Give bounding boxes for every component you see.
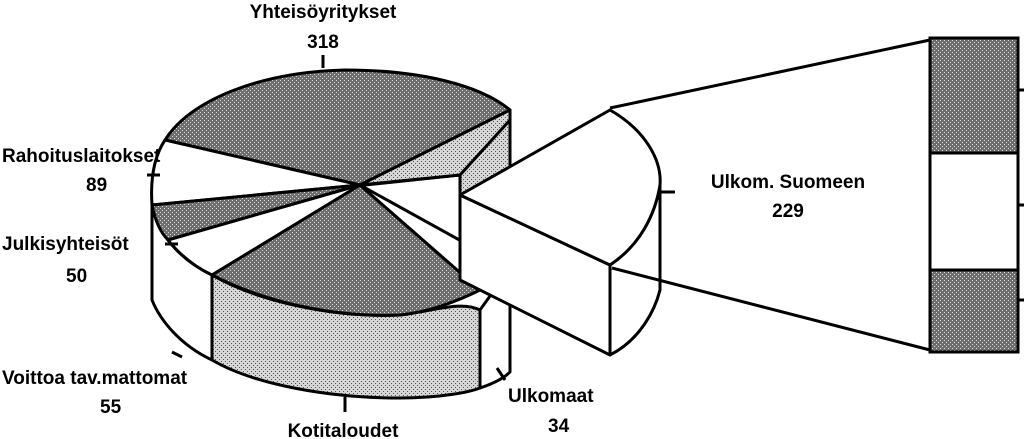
breakdown-bar (930, 38, 1024, 352)
value-julkisyhteisot: 50 (66, 266, 88, 287)
label-julkisyhteisot: Julkisyhteisöt (2, 234, 129, 255)
leader-voittoa (172, 352, 182, 357)
value-yhteisoyritykset: 318 (307, 32, 339, 53)
breakdown-seg-2 (930, 153, 1018, 270)
breakdown-seg-1 (930, 38, 1018, 153)
value-voittoa: 55 (100, 397, 122, 418)
label-rahoituslaitokset: Rahoituslaitokset (2, 146, 161, 167)
label-kotitaloudet: Kotitaloudet (287, 421, 399, 439)
value-ulkomaat: 34 (548, 416, 570, 437)
breakdown-seg-3 (930, 270, 1018, 352)
connector-bottom (612, 268, 930, 350)
value-rahoituslaitokset: 89 (86, 175, 108, 196)
label-voittoa: Voittoa tav.mattomat (2, 368, 188, 389)
connector-top (610, 40, 930, 108)
label-yhteisoyritykset: Yhteisöyritykset (249, 2, 397, 23)
value-ulkom-suomeen: 229 (772, 201, 804, 222)
label-ulkomaat: Ulkomaat (508, 386, 594, 407)
label-ulkom-suomeen: Ulkom. Suomeen (710, 172, 866, 193)
